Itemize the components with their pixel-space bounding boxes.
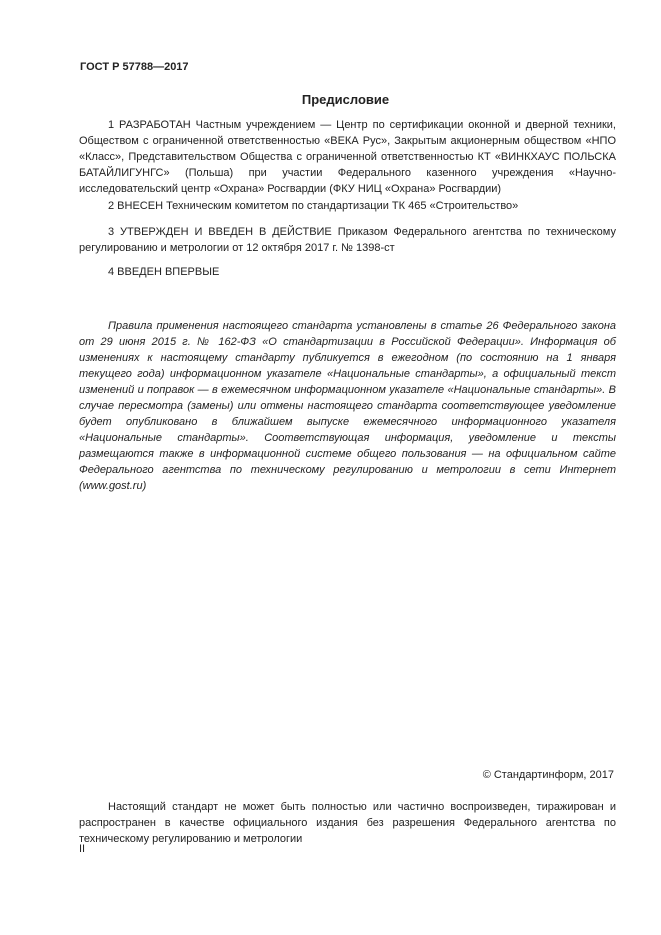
copyright-notice: © Стандартинформ, 2017 (482, 769, 614, 781)
paragraph-developed: 1 РАЗРАБОТАН Частным учреждением — Центр по сертификации оконной и дверной техники, Обществом с ограниченной ответственностью «ВЕКА Рус», Закрытым акционерным обществом «НПО «Класс», Представительством Общества с ограниченной ответственностью КТ «ВИНКХАУС ПОЛЬСКА БАТАЙЛИГУНГС» (Польша) при участии Федерального казенного учреждения «Научно-исследовательский центр «Охрана» Росгвардии (ФКУ НИЦ «Охрана» Росгвардии) (79, 119, 616, 195)
page-title: Предисловие (301, 92, 390, 107)
standard-id: ГОСТ Р 57788—2017 (80, 61, 189, 73)
paragraph-approved: 3 УТВЕРЖДЕН И ВВЕДЕН В ДЕЙСТВИЕ Приказом Федерального агентства по техническому регулированию и метрологии от 12 октября 2017 г. № 1398-ст (79, 226, 616, 254)
page-number: II (79, 843, 86, 855)
paragraph-first-introduced: 4 ВВЕДЕН ВПЕРВЫЕ (108, 266, 220, 278)
reproduction-rights-notice: Настоящий стандарт не может быть полностью или частично воспроизведен, тиражирован и распространен в качестве официального издания без разрешения Федерального агентства по техническому регулированию и метрологии (79, 801, 616, 845)
paragraph-introduced: 2 ВНЕСЕН Техническим комитетом по стандартизации ТК 465 «Строительство» (108, 200, 519, 212)
application-rules-notice: Правила применения настоящего стандарта установлены в статье 26 Федерального закона от 29 июня 2015 г. № 162-ФЗ «О стандартизации в Российской Федерации». Информация об изменениях к настоящему стандарту публикуется в ежегодном (по состоянию на 1 января текущего года) информационном указателе «Национальные стандарты», а официальный текст изменений и поправок — в ежемесячном информационном указателе «Национальные стандарты». В случае пересмотра (замены) или отмены настоящего стандарта соответствующее уведомление будет опубликовано в ближайшем выпуске ежемесячного информационного указателя «Национальные стандарты». Соответствующая информация, уведомление и тексты размещаются также в информационной системе общего пользования — на официальном сайте Федерального агентства по техническому регулированию и метрологии в сети Интернет (www.gost.ru) (79, 320, 616, 492)
